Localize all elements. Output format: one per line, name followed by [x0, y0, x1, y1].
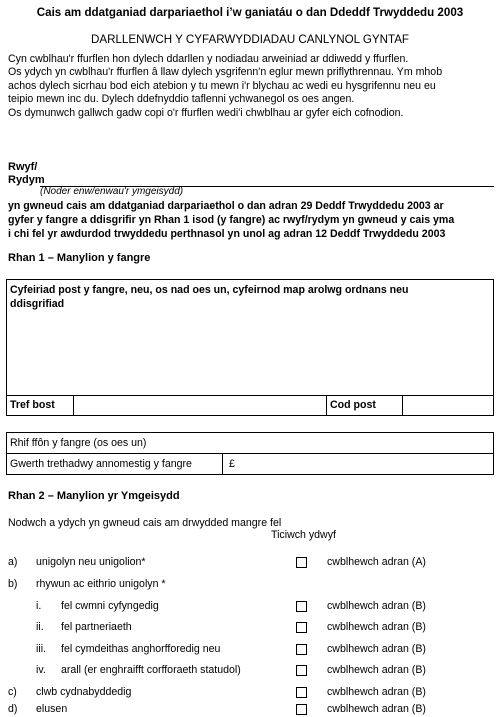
- recognised-club-checkbox[interactable]: [296, 687, 307, 698]
- rateable-value-input[interactable]: [239, 455, 491, 473]
- option-row-d: d) elusen cwblhewch adran (B): [8, 703, 426, 715]
- instruction-line: Cyn cwblhau'r ffurflen hon dylech ddarllen y nodiadau arweiniad ar ddiwedd y ffurflen.: [8, 53, 409, 65]
- rateable-value-label: Gwerth trethadwy annomestig y fangre: [10, 458, 192, 470]
- instruction-line: teipio mewn inc du. Dylech ddefnyddio taflenni ychwanegol os oes angen.: [8, 93, 355, 106]
- postcode-input[interactable]: [404, 397, 492, 414]
- address-label: Cyfeiriad post y fangre, neu, os nad oes un, cyfeirnod map arolwg ordnans neu ddisgrifiad: [10, 284, 409, 310]
- option-row-b-i: i. fel cwmni cyfyngedig cwblhewch adran (B): [36, 600, 426, 612]
- option-row-c: c) clwb cydnabyddedig cwblhewch adran (B): [8, 686, 426, 698]
- applicant-label: Rwyf/ Rydym: [8, 161, 45, 186]
- part1-heading: Rhan 1 – Manylion y fangre: [8, 252, 151, 264]
- post-town-label: Tref bost: [10, 399, 55, 411]
- limited-company-checkbox[interactable]: [296, 601, 307, 612]
- phone-input[interactable]: [207, 435, 491, 451]
- instruction-line: achos dylech sicrhau bod eich atebion y tu mewn i'r blychau ac wedi eu hysgrifennu neu eu: [8, 79, 436, 92]
- option-row-b: b) rhywun ac eithrio unigolyn *: [8, 578, 166, 590]
- instructions: [8, 53, 494, 120]
- applicant-type-question: Nodwch a ydych yn gwneud cais am drwydded mangre fel: [8, 517, 282, 529]
- instruction-line: Os dymunwch gallwch gadw copi o'r ffurflen wedi'i chwblhau ar gyfer eich cofnodion.: [8, 106, 404, 119]
- currency-symbol: £: [229, 458, 235, 470]
- instruction-line: Os ydych yn cwblhau'r ffurflen â llaw dylech ysgrifenn'n eglur mewn priflythrennau. Ym mhob: [8, 66, 443, 79]
- charity-checkbox[interactable]: [296, 704, 307, 715]
- premises-address-box: [6, 279, 494, 416]
- form-title: Cais am ddatganiad darpariaethol i’w ganiatáu o dan Ddeddf Trwyddedu 2003: [36, 6, 464, 19]
- address-input[interactable]: [9, 314, 491, 394]
- application-statement: yn gwneud cais am ddatganiad darpariaethol o dan adran 29 Deddf Trwyddedu 2003 ar gyfer y fangre a ddisgrifir yn Rhan 1 isod (y fangre) ac rwyf/rydym yn gwneud y cais yma i chi fel yr awdurdod trwyddedu perthnasol yn unol ag adran 12 Deddf Trwyddedu 2003: [8, 200, 455, 240]
- part2-heading: Rhan 2 – Manylion yr Ymgeisydd: [8, 490, 180, 502]
- tick-header: Ticiwch ydwyf: [271, 529, 336, 541]
- other-checkbox[interactable]: [296, 665, 307, 676]
- individual-checkbox[interactable]: [296, 557, 307, 568]
- option-row-b-ii: ii. fel partneriaeth cwblhewch adran (B): [36, 621, 426, 633]
- applicant-note: (Noder enw/enwau'r ymgeisydd): [40, 186, 184, 197]
- option-row-b-iii: iii. fel cymdeithas anghorfforedig neu cwblhewch adran (B): [36, 643, 426, 655]
- unincorporated-association-checkbox[interactable]: [296, 644, 307, 655]
- premises-details-box: [6, 432, 494, 475]
- option-row-b-iv: iv. arall (er enghraifft corfforaeth statudol) cwblhewch adran (B): [36, 664, 426, 676]
- partnership-checkbox[interactable]: [296, 622, 307, 633]
- phone-label: Rhif ffôn y fangre (os oes un): [10, 437, 147, 449]
- form-subtitle: DARLLENWCH Y CYFARWYDDIADAU CANLYNOL GYNTAF: [90, 33, 410, 46]
- postcode-label: Cod post: [330, 399, 376, 411]
- post-town-input[interactable]: [75, 397, 325, 414]
- option-row-a: a) unigolyn neu unigolion* cwblhewch adran (A): [8, 556, 426, 568]
- applicant-name-field[interactable]: [40, 168, 494, 185]
